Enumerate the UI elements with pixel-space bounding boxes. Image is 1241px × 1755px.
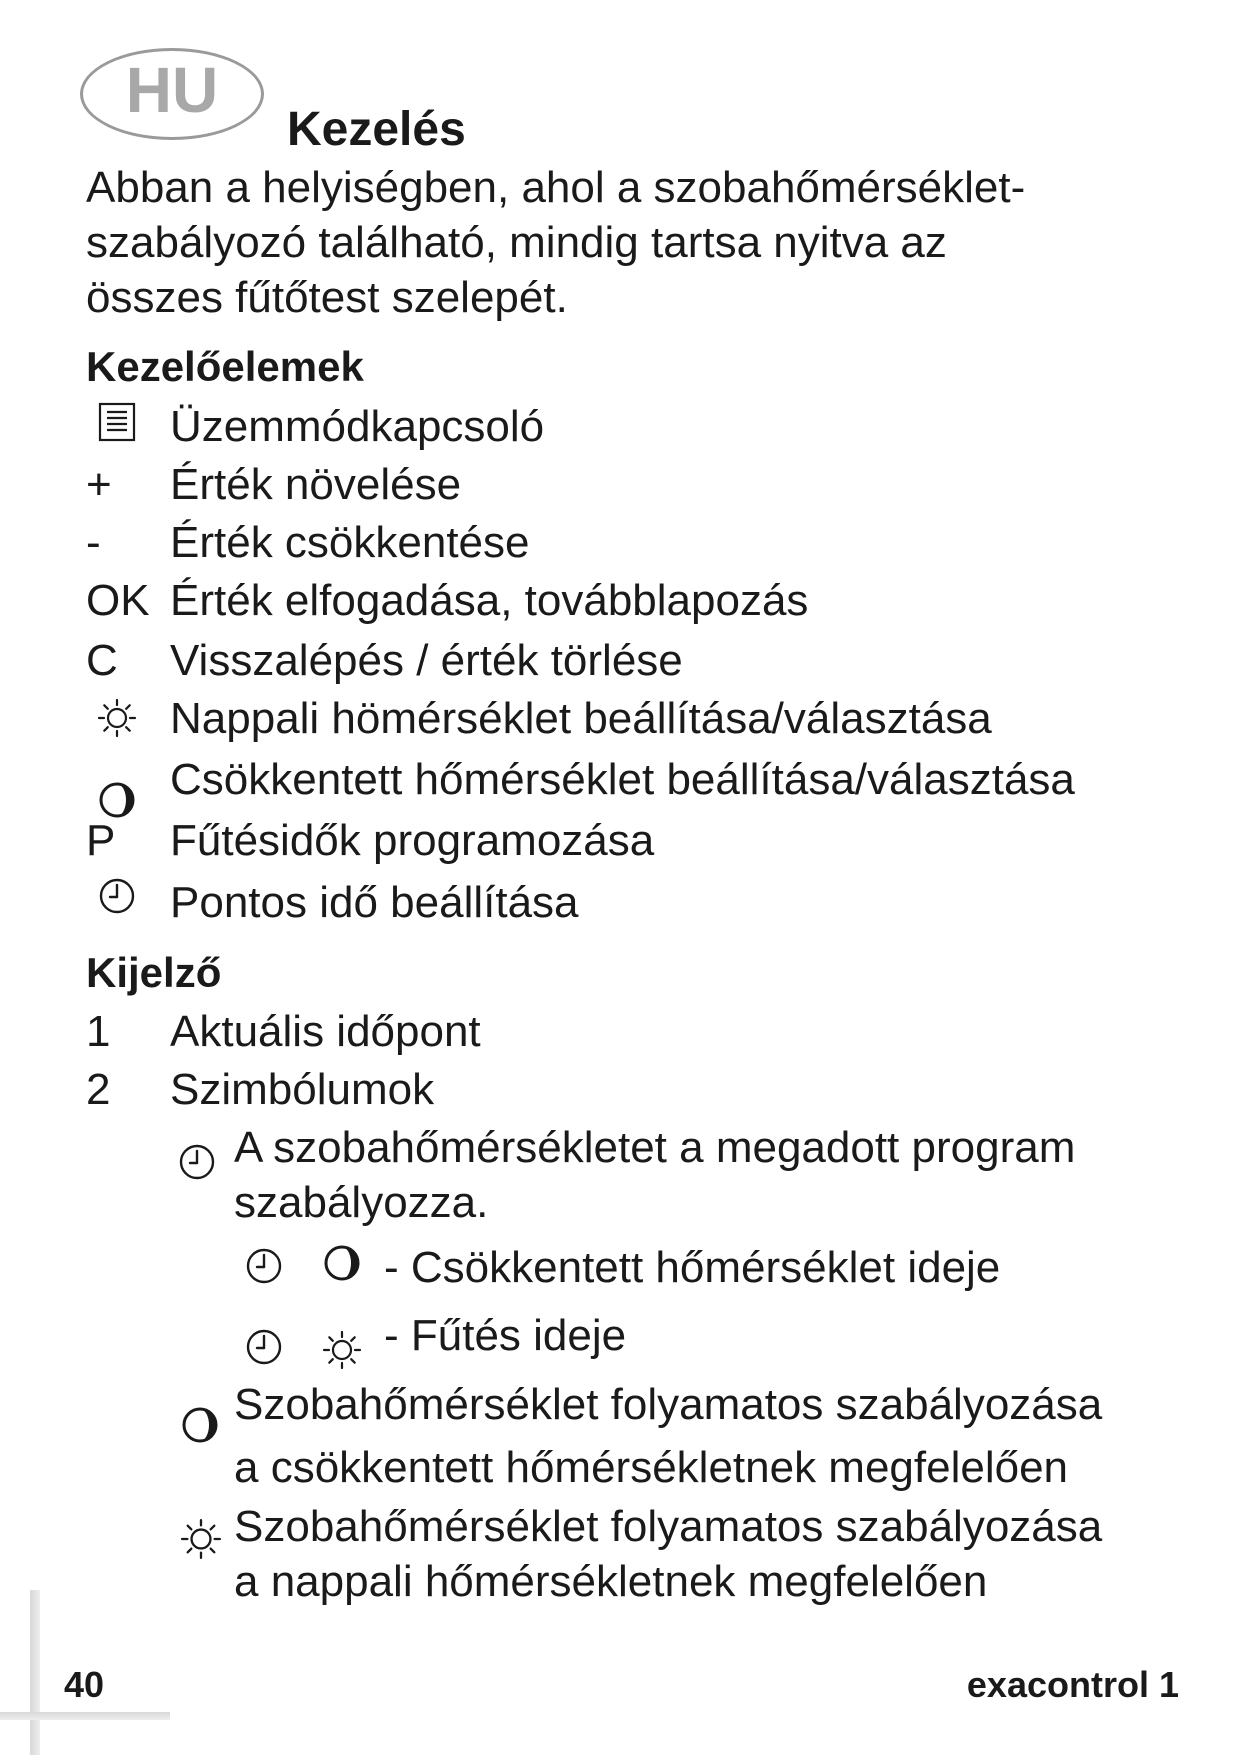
clock-icon bbox=[244, 1327, 284, 1367]
page-number: 40 bbox=[64, 1664, 105, 1705]
display-label-current-time: Aktuális időpont bbox=[170, 1007, 481, 1056]
control-label-program: Fűtésidők programozása bbox=[170, 816, 655, 865]
symbol-day-line-1: Szobahőmérséklet folyamatos szabályozása bbox=[234, 1502, 1103, 1551]
symbol-heating-time: - Fűtés ideje bbox=[384, 1311, 627, 1360]
display-label-symbols: Szimbólumok bbox=[170, 1065, 435, 1114]
intro-line-2: szabályozó található, mindig tartsa nyitva az bbox=[86, 218, 947, 267]
intro-line-3: összes fűtőtest szelepét. bbox=[86, 273, 568, 322]
product-name: exacontrol 1 bbox=[966, 1664, 1179, 1705]
symbol-program-line-2: szabályozza. bbox=[234, 1178, 489, 1227]
control-label-c: Visszalépés / érték törlése bbox=[170, 636, 683, 685]
intro-line-1: Abban a helyiségben, ahol a szobahőmérséklet- bbox=[86, 163, 1026, 212]
display-key-2: 2 bbox=[86, 1065, 111, 1114]
control-key-ok: OK bbox=[86, 576, 150, 625]
clock-icon bbox=[97, 876, 137, 916]
symbol-day-line-2: a nappali hőmérsékletnek megfelelően bbox=[234, 1557, 988, 1606]
symbol-reduced-line-2: a csökkentett hőmérsékletnek megfelelően bbox=[234, 1443, 1069, 1492]
page-title: Kezelés bbox=[287, 103, 466, 156]
sun-icon bbox=[97, 698, 137, 738]
crop-mark-horizontal bbox=[0, 1712, 170, 1720]
sun-icon bbox=[180, 1518, 222, 1560]
control-label-decrease: Érték csökkentése bbox=[170, 518, 530, 567]
control-label-mode: Üzemmódkapcsoló bbox=[170, 402, 545, 451]
control-key-plus: + bbox=[86, 460, 112, 509]
crop-mark-vertical bbox=[30, 1590, 40, 1755]
control-label-reduced-temp: Csökkentett hőmérséklet beállítása/választása bbox=[170, 755, 1075, 804]
clock-icon bbox=[177, 1142, 217, 1182]
control-label-ok: Érték elfogadása, továbblapozás bbox=[170, 576, 809, 625]
symbol-reduced-time: - Csökkentett hőmérséklet ideje bbox=[384, 1243, 1001, 1292]
clock-icon bbox=[244, 1246, 284, 1286]
language-code: HU bbox=[125, 54, 219, 126]
control-key-c: C bbox=[86, 636, 118, 685]
control-label-day-temp: Nappali hömérséklet beállítása/választása bbox=[170, 694, 992, 743]
menu-list-icon bbox=[97, 401, 137, 443]
symbol-reduced-line-1: Szobahőmérséklet folyamatos szabályozása bbox=[234, 1380, 1103, 1429]
half-moon-icon bbox=[322, 1243, 362, 1283]
controls-heading: Kezelőelemek bbox=[86, 343, 364, 390]
control-key-minus: - bbox=[86, 518, 101, 567]
symbol-program-line-1: A szobahőmérsékletet a megadott program bbox=[234, 1123, 1076, 1172]
control-label-time: Pontos idő beállítása bbox=[170, 878, 579, 927]
control-key-p: P bbox=[86, 816, 116, 865]
control-label-increase: Érték növelése bbox=[170, 460, 462, 509]
display-key-1: 1 bbox=[86, 1007, 111, 1056]
half-moon-icon bbox=[180, 1405, 220, 1445]
half-moon-icon bbox=[97, 780, 137, 820]
sun-icon bbox=[322, 1330, 362, 1370]
display-heading: Kijelző bbox=[86, 949, 222, 996]
